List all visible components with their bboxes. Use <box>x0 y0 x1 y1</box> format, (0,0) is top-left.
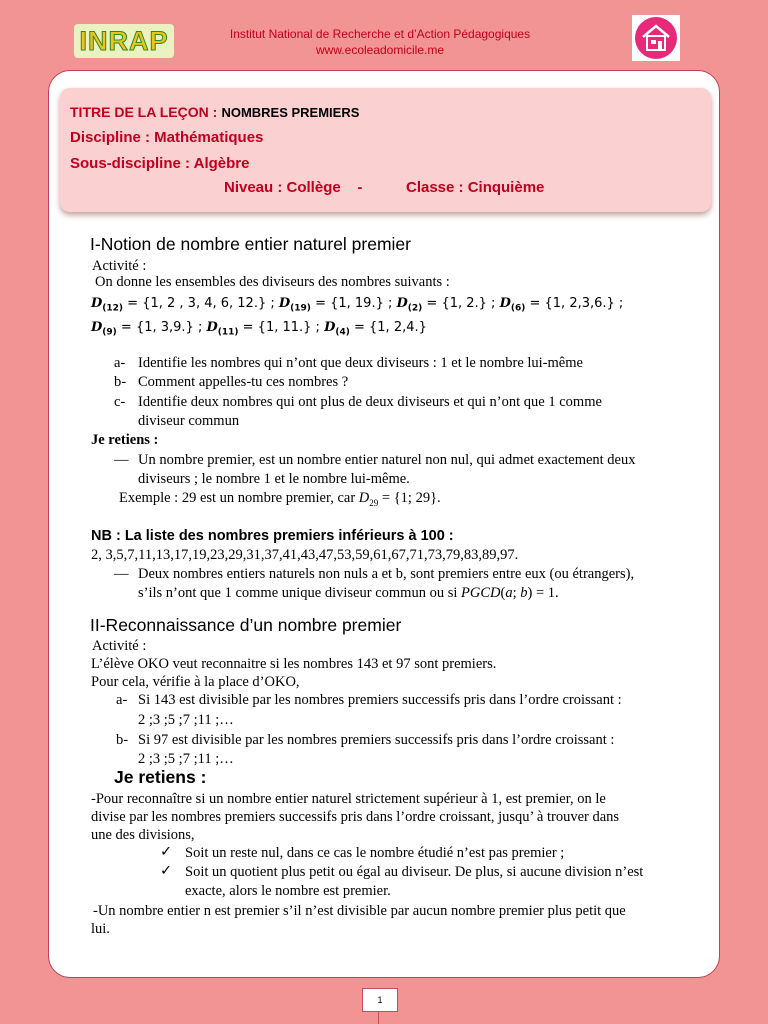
item-a-line-2: 2 ;3 ;5 ;7 ;11 ;… <box>138 712 234 728</box>
activity-2-line-2: Pour cela, vérifie à la place d’OKO, <box>91 674 300 690</box>
question-b-label: b- <box>114 374 127 390</box>
divisor-sets-line-1: $D_{(12)} = \{1$, 2 , 3, 4, 6, 12.} ; $D_{(19)} = \{1$, 19.} ; $D_{(2)} = \{1$, 2.} ; $D_{(6)} = \{1$, 2,3,6.} ; <box>91 296 624 314</box>
page-number-stem <box>378 1011 379 1024</box>
note-line-2: s’ils n’ont que 1 comme unique diviseur commun ou si PGCD(a; b) = 1. <box>138 585 559 601</box>
example: Exemple : 29 est un nombre premier, car $D_{29} = \{1$; 29}. <box>119 490 441 508</box>
activity-intro: On donne les ensembles des diviseurs des nombres suivants : <box>95 274 450 290</box>
question-c-label: c- <box>114 394 126 410</box>
item-b-line-1: Si 97 est divisible par les nombres premiers successifs pris dans l’ordre croissant : <box>138 732 615 748</box>
question-b: Comment appelles-tu ces nombres ? <box>138 374 349 390</box>
check-icon: ✓ <box>160 844 173 860</box>
question-c-line-1: Identifie deux nombres qui ont plus de deux diviseurs et qui n’ont que 1 comme <box>138 394 602 410</box>
activite-label: Activité : <box>92 258 147 274</box>
institute-name: Institut National de Recherche et d’Action Pédagogiques <box>229 27 531 41</box>
condition-2-line-1: Soit un quotient plus petit ou égal au diviseur. De plus, si aucune division n’est <box>185 864 644 880</box>
question-c-line-2: diviseur commun <box>138 413 240 429</box>
sous-discipline: Sous-discipline : Algèbre <box>70 155 250 172</box>
definition-line-1: Un nombre premier, est un nombre entier naturel non nul, qui admet exactement deux <box>138 452 636 468</box>
niveau: Niveau : Collège - <box>224 179 363 196</box>
inrap-logo: INRAP <box>74 24 174 58</box>
section-1-heading: I-Notion de nombre entier naturel premier <box>90 234 411 254</box>
activity-2-line-1: L’élève OKO veut reconnaitre si les nombres 143 et 97 sont premiers. <box>91 656 497 672</box>
je-retiens-1: Je retiens : <box>91 432 159 448</box>
lesson-title: TITRE DE LA LEÇON : NOMBRES PREMIERS <box>70 104 360 120</box>
note-line-1: Deux nombres entiers naturels non nuls a et b, sont premiers entre eux (ou étrangers), <box>138 566 635 582</box>
rule-line-3: une des divisions, <box>91 827 195 843</box>
item-b-label: b- <box>116 732 129 748</box>
item-a-line-1: Si 143 est divisible par les nombres premiers successifs pris dans l’ordre croissant : <box>138 692 622 708</box>
item-b-line-2: 2 ;3 ;5 ;7 ;11 ;… <box>138 751 234 767</box>
condition-1: Soit un reste nul, dans ce cas le nombre étudié n’est pas premier ; <box>185 845 565 861</box>
page-number: 1 <box>362 988 398 1012</box>
section-2-heading: II-Reconnaissance d’un nombre premier <box>90 615 402 635</box>
question-a: Identifie les nombres qui n’ont que deux diviseurs : 1 et le nombre lui-même <box>138 355 583 371</box>
nb-heading: NB : La liste des nombres premiers inférieurs à 100 : <box>91 528 454 544</box>
discipline: Discipline : Mathématiques <box>70 129 264 146</box>
final-rule-line-1: -Un nombre entier n est premier s’il n’est divisible par aucun nombre premier plus petit que <box>93 903 626 919</box>
website: www.ecoleadomicile.me <box>315 43 445 57</box>
definition-dash: — <box>114 452 129 468</box>
rule-line-1: -Pour reconnaître si un nombre entier naturel strictement supérieur à 1, est premier, on le <box>91 791 606 807</box>
note-dash: — <box>114 566 129 582</box>
divisor-sets-line-2: $D_{(9)} = \{1$, 3,9.} ; $D_{(11)} = \{1$, 11.} ; $D_{(4)} = \{1$, 2,4.} <box>91 320 427 338</box>
activite-label-2: Activité : <box>92 638 147 654</box>
classe: Classe : Cinquième <box>406 179 545 196</box>
definition-line-2: diviseurs ; le nombre 1 et le nombre lui-même. <box>138 471 410 487</box>
final-rule-line-2: lui. <box>91 921 110 937</box>
prime-list: 2, 3,5,7,11,13,17,19,23,29,31,37,41,43,47,53,59,61,67,71,73,79,83,89,97. <box>91 547 519 563</box>
check-icon: ✓ <box>160 863 173 879</box>
je-retiens-2: Je retiens : <box>114 767 207 787</box>
question-a-label: a- <box>114 355 126 371</box>
item-a-label: a- <box>116 692 128 708</box>
rule-line-2: divise par les nombres premiers successifs pris dans l’ordre croissant, jusqu’ à trouver dans <box>91 809 620 825</box>
condition-2-line-2: exacte, alors le nombre est premier. <box>185 883 391 899</box>
